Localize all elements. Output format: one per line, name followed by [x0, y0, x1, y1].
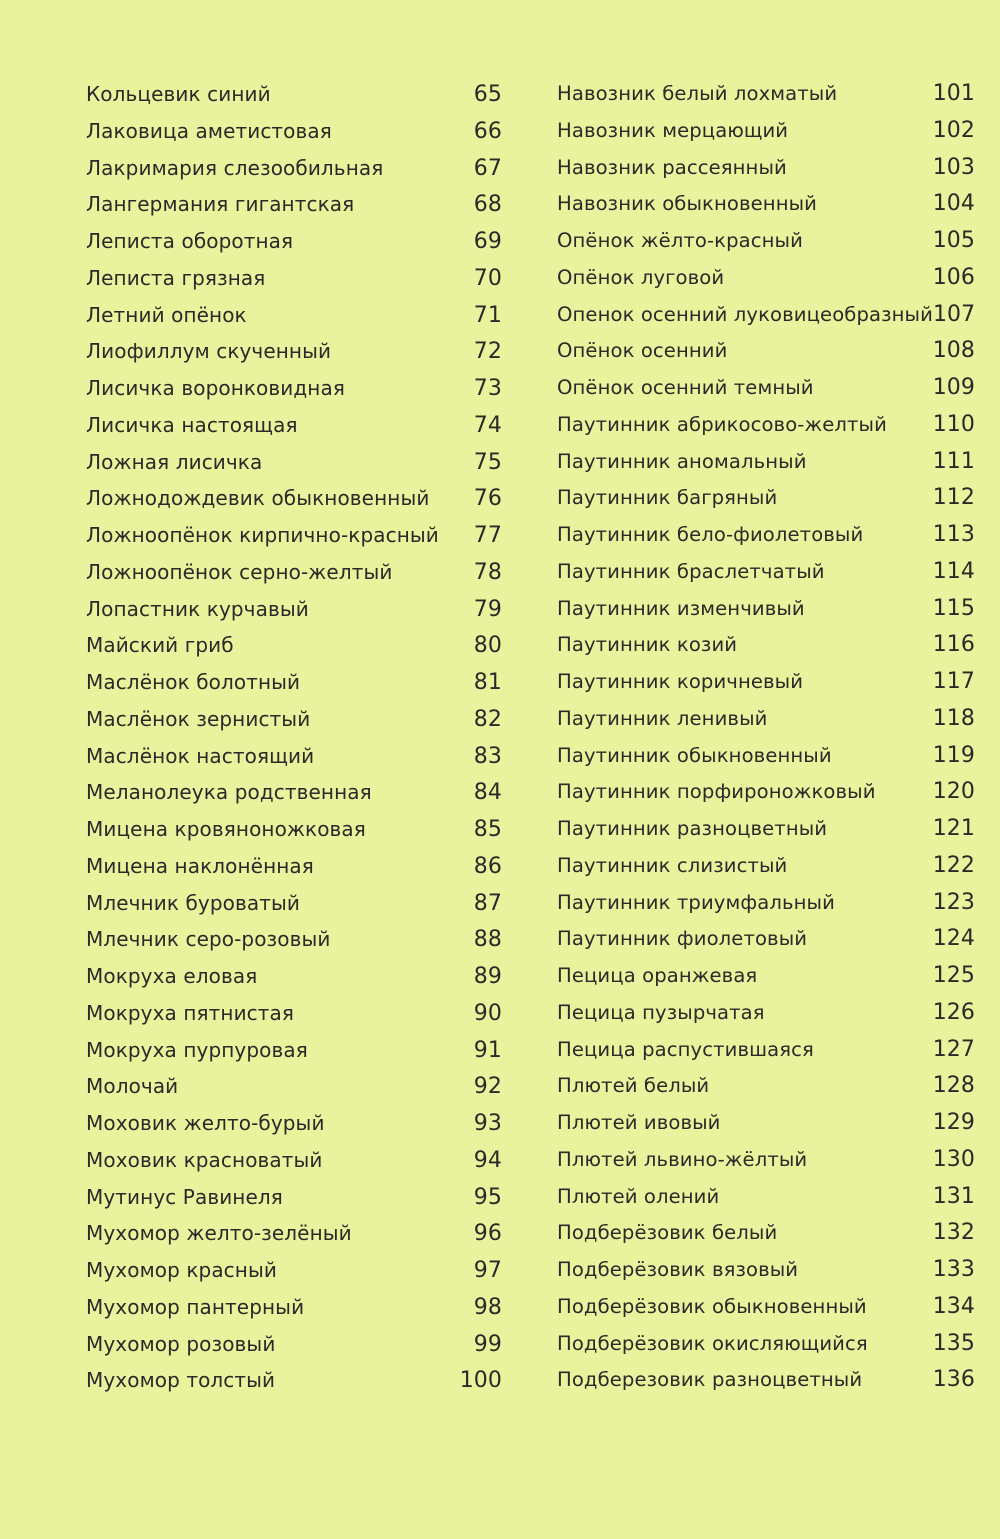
entry-page-number: 98: [473, 1294, 502, 1320]
entry-name: Ложнодождевик обыкновенный: [86, 486, 430, 511]
entry-name: Лакримария слезообильная: [86, 155, 384, 180]
entry-page-number: 77: [473, 523, 502, 548]
index-entry: [557, 958, 975, 995]
entry-page-number: 91: [473, 1037, 502, 1063]
index-entry: [86, 517, 502, 554]
entry-page-number: 115: [932, 595, 975, 621]
index-entry: [557, 995, 975, 1032]
entry-page-number: 126: [932, 999, 975, 1025]
entry-name: Опёнок жёлто-красный: [557, 229, 803, 252]
entry-page-number: 104: [932, 191, 975, 217]
entry-page-number: 76: [473, 486, 502, 512]
entry-page-number: 112: [932, 485, 975, 511]
index-entry: [86, 591, 502, 628]
entry-name: Плютей ивовый: [557, 1111, 721, 1134]
entry-name: Маслёнок настоящий: [86, 743, 315, 768]
entry-name: Паутинник изменчивый: [557, 596, 805, 620]
index-entry: [557, 627, 975, 664]
index-entry: [557, 591, 975, 628]
index-entry: [86, 774, 502, 811]
entry-name: Летний опёнок: [86, 302, 247, 327]
entry-page-number: 99: [473, 1331, 502, 1357]
entry-name: Леписта грязная: [86, 265, 266, 290]
index-entry: [86, 1105, 502, 1142]
index-entry: [86, 113, 502, 150]
entry-name: Лангермания гигантская: [86, 192, 355, 217]
entry-page-number: 96: [473, 1221, 502, 1247]
entry-name: Подберёзовик вязовый: [557, 1258, 799, 1281]
entry-name: Мухомор красный: [86, 1258, 277, 1282]
entry-name: Моховик желто-бурый: [86, 1111, 325, 1135]
index-entry: [557, 921, 975, 958]
index-entry: [86, 370, 502, 407]
entry-page-number: 116: [932, 632, 975, 658]
entry-page-number: 135: [932, 1330, 975, 1356]
entry-name: Мокруха пятнистая: [86, 1000, 295, 1025]
entry-page-number: 121: [932, 816, 975, 841]
index-entry: [557, 517, 975, 554]
index-entry: [86, 664, 502, 701]
entry-name: Навозник белый лохматый: [557, 82, 838, 105]
index-entry: [86, 260, 502, 297]
entry-name: Мухомор пантерный: [86, 1294, 305, 1319]
entry-name: Мицена кровяноножковая: [86, 817, 366, 841]
entry-name: Моховик красноватый: [86, 1147, 323, 1172]
entry-name: Маслёнок зернистый: [86, 706, 311, 731]
index-entry: [557, 186, 975, 223]
entry-page-number: 100: [459, 1368, 502, 1394]
entry-name: Паутинник абрикосово-желтый: [557, 412, 887, 436]
entry-name: Подберёзовик обыкновенный: [557, 1294, 867, 1318]
entry-page-number: 108: [932, 338, 975, 364]
entry-name: Мухомор розовый: [86, 1331, 276, 1356]
entry-page-number: 113: [932, 522, 975, 547]
entry-page-number: 65: [473, 82, 502, 107]
entry-name: Паутинник коричневый: [557, 670, 804, 693]
index-entry: [86, 333, 502, 370]
entry-page-number: 127: [932, 1036, 975, 1062]
index-entry: [86, 811, 502, 848]
entry-name: Кольцевик синий: [86, 82, 271, 106]
entry-name: Млечник буроватый: [86, 890, 300, 915]
entry-name: Ложноопёнок кирпично-красный: [86, 523, 439, 547]
entry-name: Паутинник слизистый: [557, 853, 788, 877]
index-entry: [557, 480, 975, 517]
index-entry: [86, 995, 502, 1032]
index-entry: [557, 1215, 975, 1252]
index-entry: [557, 1179, 975, 1216]
entry-page-number: 83: [473, 743, 502, 769]
index-entry: [86, 1215, 502, 1252]
entry-page-number: 101: [932, 81, 975, 106]
index-entry: [86, 1179, 502, 1216]
entry-name: Млечник серо-розовый: [86, 927, 331, 952]
index-entry: [86, 1362, 502, 1399]
entry-page-number: 72: [473, 339, 502, 365]
entry-name: Пецица пузырчатая: [557, 1000, 765, 1024]
index-entry: [557, 223, 975, 260]
entry-name: Опенок осенний луковицеобразный: [557, 302, 933, 326]
index-entry: [557, 774, 975, 811]
index-entry: [557, 150, 975, 187]
entry-name: Пецица оранжевая: [557, 964, 758, 987]
entry-name: Подберёзовик окисляющийся: [557, 1331, 868, 1355]
entry-name: Леписта оборотная: [86, 229, 294, 253]
index-entry: [557, 701, 975, 738]
entry-page-number: 79: [473, 596, 502, 622]
entry-page-number: 84: [473, 780, 502, 806]
entry-name: Мокруха еловая: [86, 964, 258, 988]
entry-page-number: 134: [932, 1293, 975, 1319]
entry-page-number: 131: [932, 1183, 975, 1209]
entry-page-number: 124: [932, 926, 975, 952]
entry-page-number: 107: [932, 301, 976, 327]
index-entry: [86, 444, 502, 481]
index-entry: [557, 1105, 975, 1142]
entry-name: Паутинник браслетчатый: [557, 559, 825, 583]
index-entry: [557, 333, 975, 370]
entry-name: Ложная лисичка: [86, 449, 263, 474]
index-entry: [86, 407, 502, 444]
entry-page-number: 103: [932, 154, 975, 180]
entry-page-number: 102: [932, 117, 975, 143]
entry-name: Плютей олений: [557, 1184, 720, 1208]
index-entry: [557, 811, 975, 848]
entry-page-number: 80: [473, 633, 502, 659]
entry-page-number: 67: [473, 155, 502, 181]
entry-page-number: 85: [473, 817, 502, 842]
entry-name: Мутинус Равинеля: [86, 1184, 283, 1209]
entry-page-number: 130: [932, 1146, 975, 1172]
entry-name: Ложноопёнок серно-желтый: [86, 559, 393, 584]
entry-page-number: 68: [473, 192, 502, 218]
index-entry: [557, 1289, 975, 1326]
entry-name: Паутинник фиолетовый: [557, 927, 808, 951]
entry-name: Паутинник обыкновенный: [557, 743, 832, 767]
index-entry: [557, 1362, 975, 1399]
entry-page-number: 89: [473, 964, 502, 989]
index-entry: [557, 885, 975, 922]
entry-name: Лисичка настоящая: [86, 412, 298, 437]
entry-page-number: 106: [932, 264, 975, 290]
entry-name: Майский гриб: [86, 633, 234, 658]
index-entry: [557, 113, 975, 150]
entry-name: Молочай: [86, 1074, 179, 1099]
entry-page-number: 109: [932, 375, 975, 400]
entry-page-number: 88: [473, 927, 502, 953]
entry-name: Подберёзовик белый: [557, 1221, 778, 1245]
entry-page-number: 128: [932, 1073, 975, 1099]
entry-page-number: 122: [932, 852, 975, 878]
entry-name: Навозник обыкновенный: [557, 192, 818, 216]
entry-name: Мицена наклонённая: [86, 853, 314, 878]
entry-page-number: 82: [473, 706, 502, 732]
entry-page-number: 129: [932, 1110, 975, 1135]
entry-page-number: 123: [932, 889, 975, 915]
index-entry: [86, 958, 502, 995]
index-entry: [86, 186, 502, 223]
entry-page-number: 119: [932, 742, 975, 768]
entry-name: Мухомор желто-зелёный: [86, 1221, 352, 1246]
index-entry: [86, 848, 502, 885]
entry-name: Мокруха пурпуровая: [86, 1037, 308, 1062]
index-entry: [86, 921, 502, 958]
entry-name: Паутинник козий: [557, 633, 738, 657]
index-entry: [86, 627, 502, 664]
entry-page-number: 111: [932, 448, 975, 474]
index-entry: [86, 480, 502, 517]
index-entry: [86, 701, 502, 738]
entry-page-number: 117: [932, 669, 975, 694]
index-entry: [557, 444, 975, 481]
index-entry: [86, 297, 502, 334]
entry-name: Мухомор толстый: [86, 1368, 276, 1393]
entry-page-number: 71: [473, 302, 502, 328]
entry-page-number: 114: [932, 558, 975, 584]
entry-page-number: 81: [473, 670, 502, 695]
index-column-right: [557, 76, 975, 1399]
index-entry: [86, 1289, 502, 1326]
index-entry: [557, 1068, 975, 1105]
entry-page-number: 136: [932, 1367, 975, 1393]
index-entry: [86, 1032, 502, 1069]
index-entry: [86, 885, 502, 922]
entry-page-number: 70: [473, 265, 502, 291]
entry-name: Паутинник триумфальный: [557, 890, 835, 914]
entry-page-number: 132: [932, 1220, 975, 1246]
entry-name: Навозник мерцающий: [557, 118, 789, 142]
entry-name: Опёнок осенний темный: [557, 376, 814, 399]
entry-page-number: 78: [473, 559, 502, 585]
entry-name: Лиофиллум скученный: [86, 339, 332, 364]
entry-name: Лаковица аметистовая: [86, 118, 332, 143]
index-column-left: [86, 76, 502, 1399]
index-entry: [86, 223, 502, 260]
index-entry: [557, 1032, 975, 1069]
index-entry: [86, 76, 502, 113]
index-entry: [557, 1326, 975, 1363]
entry-name: Маслёнок болотный: [86, 670, 301, 694]
entry-page-number: 73: [473, 376, 502, 401]
index-entry: [86, 1142, 502, 1179]
entry-page-number: 110: [932, 411, 975, 437]
index-entry: [557, 554, 975, 591]
entry-page-number: 125: [932, 963, 975, 988]
index-entry: [557, 1142, 975, 1179]
entry-page-number: 66: [473, 118, 502, 144]
entry-name: Навозник рассеянный: [557, 155, 787, 179]
entry-name: Паутинник бело-фиолетовый: [557, 523, 864, 546]
entry-name: Паутинник разноцветный: [557, 817, 828, 840]
index-entry: [557, 297, 975, 334]
entry-page-number: 75: [473, 449, 502, 475]
entry-page-number: 133: [932, 1257, 975, 1282]
index-entry: [86, 738, 502, 775]
entry-page-number: 74: [473, 412, 502, 438]
entry-page-number: 87: [473, 890, 502, 916]
entry-page-number: 69: [473, 229, 502, 254]
index-entry: [86, 1068, 502, 1105]
entry-name: Лопастник курчавый: [86, 596, 309, 621]
entry-name: Плютей белый: [557, 1074, 710, 1098]
index-entry: [557, 260, 975, 297]
index-entry: [557, 664, 975, 701]
index-entry: [557, 76, 975, 113]
index-entry: [86, 554, 502, 591]
entry-name: Меланолеука родственная: [86, 780, 372, 805]
entry-name: Пецица распустившаяся: [557, 1037, 814, 1061]
entry-page-number: 94: [473, 1147, 502, 1173]
entry-name: Паутинник порфироножковый: [557, 780, 876, 804]
entry-name: Лисичка воронковидная: [86, 376, 345, 400]
entry-name: Паутинник ленивый: [557, 706, 768, 730]
index-entry: [86, 1252, 502, 1289]
entry-name: Подберезовик разноцветный: [557, 1368, 863, 1392]
entry-name: Паутинник аномальный: [557, 449, 807, 473]
entry-name: Опёнок осенний: [557, 339, 728, 363]
entry-page-number: 90: [473, 1000, 502, 1026]
entry-page-number: 120: [932, 779, 975, 805]
entry-name: Плютей львино-жёлтый: [557, 1147, 808, 1171]
index-entry: [86, 150, 502, 187]
index-entry: [557, 407, 975, 444]
entry-page-number: 105: [932, 228, 975, 253]
entry-page-number: 92: [473, 1074, 502, 1100]
index-entry: [557, 848, 975, 885]
entry-page-number: 86: [473, 853, 502, 879]
entry-page-number: 93: [473, 1111, 502, 1136]
index-entry: [86, 1326, 502, 1363]
entry-page-number: 118: [932, 705, 975, 731]
index-entry: [557, 370, 975, 407]
index-entry: [557, 1252, 975, 1289]
entry-page-number: 95: [473, 1184, 502, 1210]
entry-name: Паутинник багряный: [557, 486, 778, 510]
entry-page-number: 97: [473, 1258, 502, 1283]
index-entry: [557, 738, 975, 775]
entry-name: Опёнок луговой: [557, 265, 725, 289]
